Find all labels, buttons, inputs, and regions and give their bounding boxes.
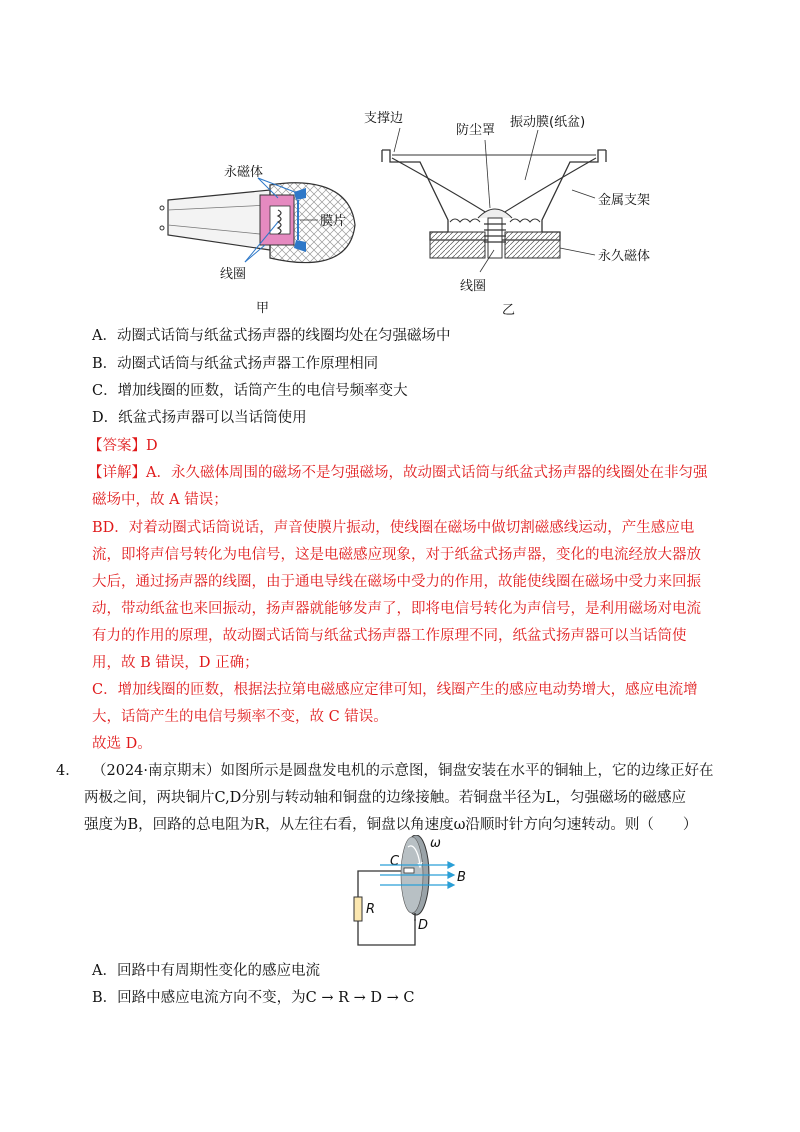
figure-microphone bbox=[150, 150, 370, 320]
figure-disk-generator bbox=[350, 835, 480, 953]
label-c: C bbox=[390, 854, 400, 869]
q4-option-a: A．回路中有周期性变化的感应电流 bbox=[92, 963, 320, 979]
q3-option-c: C．增加线圈的匝数，话筒产生的电信号频率变大 bbox=[92, 383, 408, 399]
q3-explanation-line: C．增加线圈的匝数，根据法拉第电磁感应定律可知，线圈产生的感应电动势增大，感应电流增 bbox=[92, 682, 698, 698]
label-b: B bbox=[457, 870, 466, 885]
label-r: R bbox=[366, 902, 376, 917]
q3-option-b: B．动圈式话筒与纸盆式扬声器工作原理相同 bbox=[92, 356, 379, 372]
label-cone: 振动膜(纸盆) bbox=[510, 115, 586, 130]
label-coil-left: 线圈 bbox=[220, 267, 247, 282]
q4-option-b: B．回路中感应电流方向不变，为C → R → D → C bbox=[92, 990, 415, 1006]
q3-explanation-line: 【详解】A．永久磁体周围的磁场不是匀强磁场，故动圈式话筒与纸盆式扬声器的线圈处在非匀强 bbox=[88, 465, 708, 481]
label-support-edge: 支撑边 bbox=[364, 111, 404, 126]
q3-explanation-line: 流，即将声信号转化为电信号，这是电磁感应现象，对于纸盆式扬声器，变化的电流经放大器放 bbox=[92, 547, 701, 563]
label-coil-right: 线圈 bbox=[460, 279, 487, 294]
q3-explanation-line: 磁场中，故 A 错误； bbox=[92, 492, 228, 508]
q3-explanation-line: 大后，通过扬声器的线圈，由于通电导线在磁场中受力的作用，故能使线圈在磁场中受力来回振 bbox=[92, 574, 701, 590]
q3-explanation-line: 用，故 B 错误，D 正确； bbox=[92, 655, 259, 671]
label-magnet: 永磁体 bbox=[224, 165, 264, 180]
label-d: D bbox=[418, 918, 429, 933]
label-dust-cover: 防尘罩 bbox=[456, 123, 496, 138]
q3-answer: 【答案】D bbox=[88, 438, 158, 454]
q4-number: 4． bbox=[56, 763, 80, 779]
q3-explanation-line: BD．对着动圈式话筒说话，声音使膜片振动，使线圈在磁场中做切割磁感线运动，产生感应电 bbox=[92, 520, 695, 536]
q4-stem-line: （2024·南京期末）如图所示是圆盘发电机的示意图，铜盘安装在水平的铜轴上，它的边缘正好在 bbox=[92, 763, 714, 779]
label-magnet-right: 永久磁体 bbox=[598, 249, 651, 264]
label-membrane: 膜片 bbox=[320, 214, 347, 229]
label-omega: ω bbox=[430, 836, 441, 851]
q4-stem-line: 强度为B，回路的总电阻为R，从左往右看，铜盘以角速度ω沿顺时针方向匀速转动。则（ ） bbox=[84, 817, 698, 833]
figure-speaker bbox=[360, 100, 680, 320]
q3-explanation-line: 大，话筒产生的电信号频率不变，故 C 错误。 bbox=[92, 709, 388, 725]
caption-jia: 甲 bbox=[256, 301, 270, 316]
label-frame: 金属支架 bbox=[598, 193, 651, 208]
q4-stem-line: 两极之间，两块铜片C,D分别与转动轴和铜盘的边缘接触。若铜盘半径为L，匀强磁场的磁感应 bbox=[84, 790, 686, 806]
q3-option-d: D．纸盆式扬声器可以当话筒使用 bbox=[92, 410, 307, 426]
caption-yi: 乙 bbox=[502, 303, 516, 318]
q3-explanation-line: 有力的作用的原理，故动圈式话筒与纸盆式扬声器工作原理不同，纸盆式扬声器可以当话筒使 bbox=[92, 628, 687, 644]
q3-explanation-line: 动，带动纸盆也来回振动，扬声器就能够发声了，即将电信号转化为声信号，是利用磁场对电流 bbox=[92, 601, 701, 617]
q3-option-a: A．动圈式话筒与纸盆式扬声器的线圈均处在匀强磁场中 bbox=[92, 328, 451, 344]
q3-conclusion: 故选 D。 bbox=[92, 736, 152, 752]
